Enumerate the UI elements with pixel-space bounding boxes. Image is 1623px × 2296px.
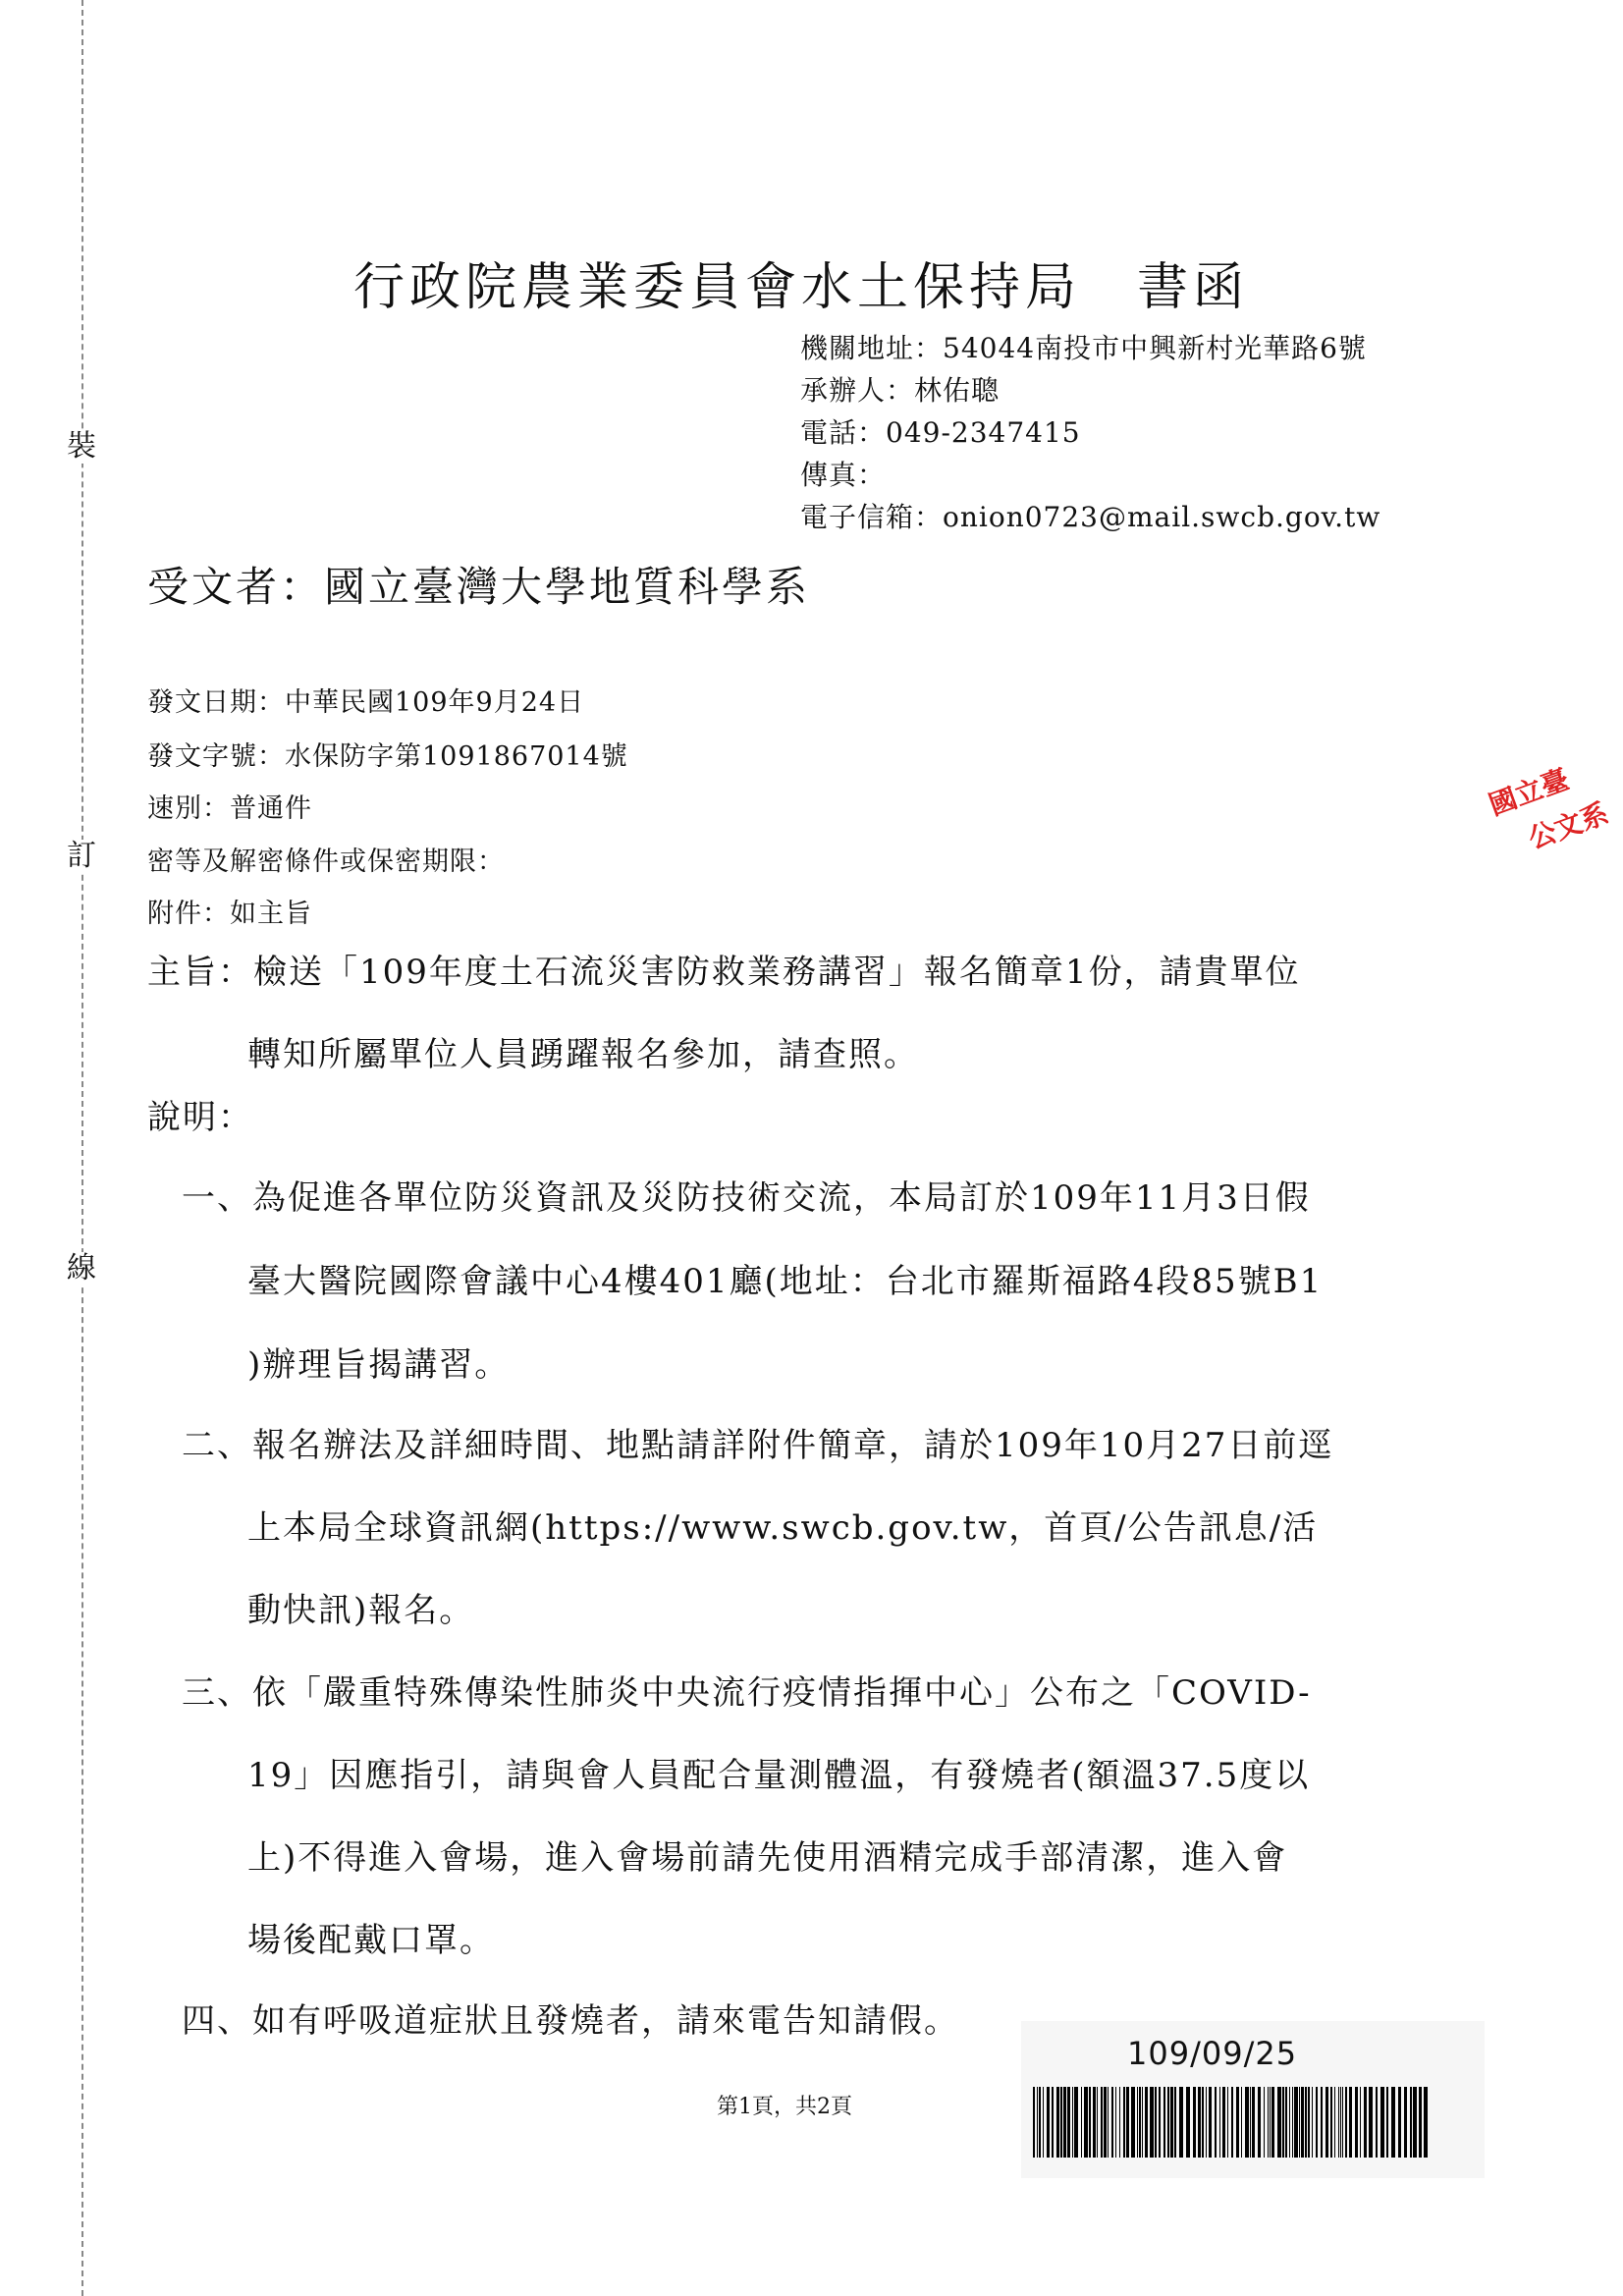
barcode-bar xyxy=(1167,2087,1169,2158)
barcode-bar xyxy=(1206,2087,1207,2158)
barcode-bar xyxy=(1063,2087,1066,2158)
barcode-bar xyxy=(1349,2087,1352,2158)
barcode-bar xyxy=(1369,2087,1373,2158)
barcode-bar xyxy=(1334,2087,1335,2158)
barcode-bar xyxy=(1142,2087,1143,2158)
binding-mark-xian: 線 xyxy=(67,1251,96,1285)
barcode-bar xyxy=(1126,2087,1129,2158)
barcode-bar xyxy=(1215,2087,1217,2158)
barcode-bar xyxy=(1145,2087,1148,2158)
explanation-label: 說明： xyxy=(147,1098,253,1137)
barcode-bar xyxy=(1268,2087,1269,2158)
barcode-bar xyxy=(1137,2087,1138,2158)
binding-line xyxy=(81,0,83,2296)
page-number: 第1頁，共2頁 xyxy=(717,2095,852,2119)
document-title: 行政院農業委員會水土保持局 書函 xyxy=(353,258,1250,317)
barcode-bar xyxy=(1039,2087,1041,2158)
barcode-bar xyxy=(1089,2087,1091,2158)
barcode-bar xyxy=(1404,2087,1407,2158)
fax: 傳真： xyxy=(800,459,887,491)
barcode-bar xyxy=(1321,2087,1323,2158)
email: 電子信箱：onion0723@mail.swcb.gov.tw xyxy=(800,501,1381,533)
item-3-line-3: 上)不得進入會場，進入會場前請先使用酒精完成手部清潔，進入會 xyxy=(247,1838,1288,1878)
barcode-bar xyxy=(1074,2087,1078,2158)
item-1-line-1: 一、為促進各單位防災資訊及災防技術交流，本局訂於109年11月3日假 xyxy=(182,1178,1311,1218)
barcode-bar xyxy=(1179,2087,1183,2158)
item-3-line-4: 場後配戴口罩。 xyxy=(247,1921,495,1960)
barcode-bar xyxy=(1312,2087,1313,2158)
barcode xyxy=(1033,2087,1432,2158)
barcode-bar xyxy=(1271,2087,1274,2158)
barcode-bar xyxy=(1252,2087,1255,2158)
barcode-bar xyxy=(1174,2087,1176,2158)
barcode-bar xyxy=(1222,2087,1225,2158)
barcode-bar xyxy=(1163,2087,1165,2158)
barcode-bar xyxy=(1419,2087,1422,2158)
barcode-bar xyxy=(1364,2087,1367,2158)
barcode-bar xyxy=(1231,2087,1233,2158)
barcode-bar xyxy=(1209,2087,1212,2158)
barcode-bar xyxy=(1360,2087,1361,2158)
barcode-bar xyxy=(1219,2087,1220,2158)
barcode-bar xyxy=(1193,2087,1196,2158)
barcode-bar xyxy=(1285,2087,1287,2158)
barcode-bar xyxy=(1410,2087,1412,2158)
item-2-line-3: 動快訊)報名。 xyxy=(247,1591,475,1630)
item-3-line-2: 19」因應指引，請與會人員配合量測體溫，有發燒者(額溫37.5度以 xyxy=(247,1756,1311,1795)
barcode-bar xyxy=(1139,2087,1141,2158)
barcode-bar xyxy=(1111,2087,1113,2158)
barcode-bar xyxy=(1081,2087,1082,2158)
barcode-bar xyxy=(1342,2087,1343,2158)
barcode-bar xyxy=(1119,2087,1120,2158)
item-3-line-1: 三、依「嚴重特殊傳染性肺炎中央流行疫情指揮中心」公布之「COVID- xyxy=(182,1673,1312,1713)
barcode-bar xyxy=(1270,2087,1271,2158)
handler: 承辦人：林佑聰 xyxy=(800,374,1001,407)
barcode-bar xyxy=(1155,2087,1157,2158)
barcode-bar xyxy=(1325,2087,1328,2158)
barcode-bar xyxy=(1330,2087,1332,2158)
barcode-bar xyxy=(1108,2087,1109,2158)
received-stamp xyxy=(1483,732,1623,870)
barcode-bar xyxy=(1056,2087,1059,2158)
barcode-bar xyxy=(1301,2087,1304,2158)
barcode-bar xyxy=(1340,2087,1341,2158)
barcode-date: 109/09/25 xyxy=(1127,2035,1298,2072)
item-2-line-1: 二、報名辦法及詳細時間、地點請詳附件簡章，請於109年10月27日前逕 xyxy=(182,1426,1334,1465)
barcode-bar xyxy=(1294,2087,1298,2158)
attachment: 附件：如主旨 xyxy=(147,899,312,929)
barcode-bar xyxy=(1413,2087,1417,2158)
stamp-line-2: 公文系 xyxy=(1524,796,1613,855)
barcode-bar xyxy=(1308,2087,1310,2158)
barcode-bar xyxy=(1250,2087,1251,2158)
barcode-bar xyxy=(1150,2087,1154,2158)
barcode-bar xyxy=(1316,2087,1318,2158)
item-4-line-1: 四、如有呼吸道症狀且發燒者，請來電告知請假。 xyxy=(182,2001,959,2041)
barcode-bar xyxy=(1131,2087,1135,2158)
barcode-bar xyxy=(1198,2087,1201,2158)
barcode-bar xyxy=(1241,2087,1242,2158)
barcode-bar xyxy=(1186,2087,1190,2158)
barcode-bar xyxy=(1033,2087,1035,2158)
barcode-bar xyxy=(1104,2087,1107,2158)
barcode-bar xyxy=(1067,2087,1070,2158)
barcode-bar xyxy=(1355,2087,1358,2158)
barcode-bar xyxy=(1072,2087,1073,2158)
barcode-bar xyxy=(1043,2087,1044,2158)
barcode-bar xyxy=(1047,2087,1050,2158)
barcode-bar xyxy=(1258,2087,1261,2158)
barcode-bar xyxy=(1386,2087,1388,2158)
binding-mark-ding: 訂 xyxy=(67,839,96,873)
barcode-bar xyxy=(1424,2087,1428,2158)
barcode-bar xyxy=(1236,2087,1239,2158)
barcode-bar xyxy=(1305,2087,1307,2158)
stamp-line-1: 國立臺 xyxy=(1485,762,1574,822)
binding-mark-zhuang: 裝 xyxy=(67,429,96,464)
delivery-speed: 速別：普通件 xyxy=(147,793,312,824)
barcode-bar xyxy=(1277,2087,1281,2158)
issue-date: 發文日期：中華民國109年9月24日 xyxy=(147,687,585,718)
barcode-bar xyxy=(1282,2087,1284,2158)
item-2-line-2: 上本局全球資訊網(https://www.swcb.gov.tw，首頁/公告訊息/活 xyxy=(247,1508,1319,1548)
barcode-bar xyxy=(1227,2087,1228,2158)
item-1-line-2: 臺大醫院國際會議中心4樓401廳(地址：台北市羅斯福路4段85號B1 xyxy=(247,1262,1324,1301)
barcode-bar xyxy=(1037,2087,1038,2158)
item-1-line-3: )辦理旨揭講習。 xyxy=(247,1345,511,1385)
recipient: 受文者：國立臺灣大學地質科學系 xyxy=(147,563,811,611)
barcode-bar xyxy=(1292,2087,1293,2158)
barcode-bar xyxy=(1084,2087,1088,2158)
barcode-bar xyxy=(1391,2087,1395,2158)
agency-address: 機關地址：54044南投市中興新村光華路6號 xyxy=(800,332,1367,364)
barcode-bar xyxy=(1097,2087,1098,2158)
barcode-bar xyxy=(1345,2087,1347,2158)
barcode-bar xyxy=(1052,2087,1054,2158)
barcode-bar xyxy=(1101,2087,1103,2158)
subject-line-2: 轉知所屬單位人員踴躍報名參加，請查照。 xyxy=(247,1035,919,1074)
barcode-bar xyxy=(1289,2087,1290,2158)
barcode-bar xyxy=(1264,2087,1265,2158)
barcode-bar xyxy=(1115,2087,1116,2158)
barcode-bar xyxy=(1338,2087,1339,2158)
barcode-bar xyxy=(1380,2087,1384,2158)
barcode-bar xyxy=(1159,2087,1161,2158)
barcode-bar xyxy=(1093,2087,1096,2158)
barcode-bar xyxy=(1398,2087,1401,2158)
barcode-bar xyxy=(1170,2087,1173,2158)
barcode-bar xyxy=(1202,2087,1204,2158)
barcode-bar xyxy=(1299,2087,1300,2158)
barcode-bar xyxy=(1060,2087,1062,2158)
document-number: 發文字號：水保防字第1091867014號 xyxy=(147,741,628,772)
phone: 電話：049-2347415 xyxy=(800,416,1081,449)
barcode-bar xyxy=(1123,2087,1125,2158)
subject-line-1: 主旨：檢送「109年度土石流災害防救業務講習」報名簡章1份，請貴單位 xyxy=(147,953,1301,992)
barcode-bar xyxy=(1245,2087,1249,2158)
security-level: 密等及解密條件或保密期限： xyxy=(147,847,505,877)
barcode-bar xyxy=(1376,2087,1378,2158)
